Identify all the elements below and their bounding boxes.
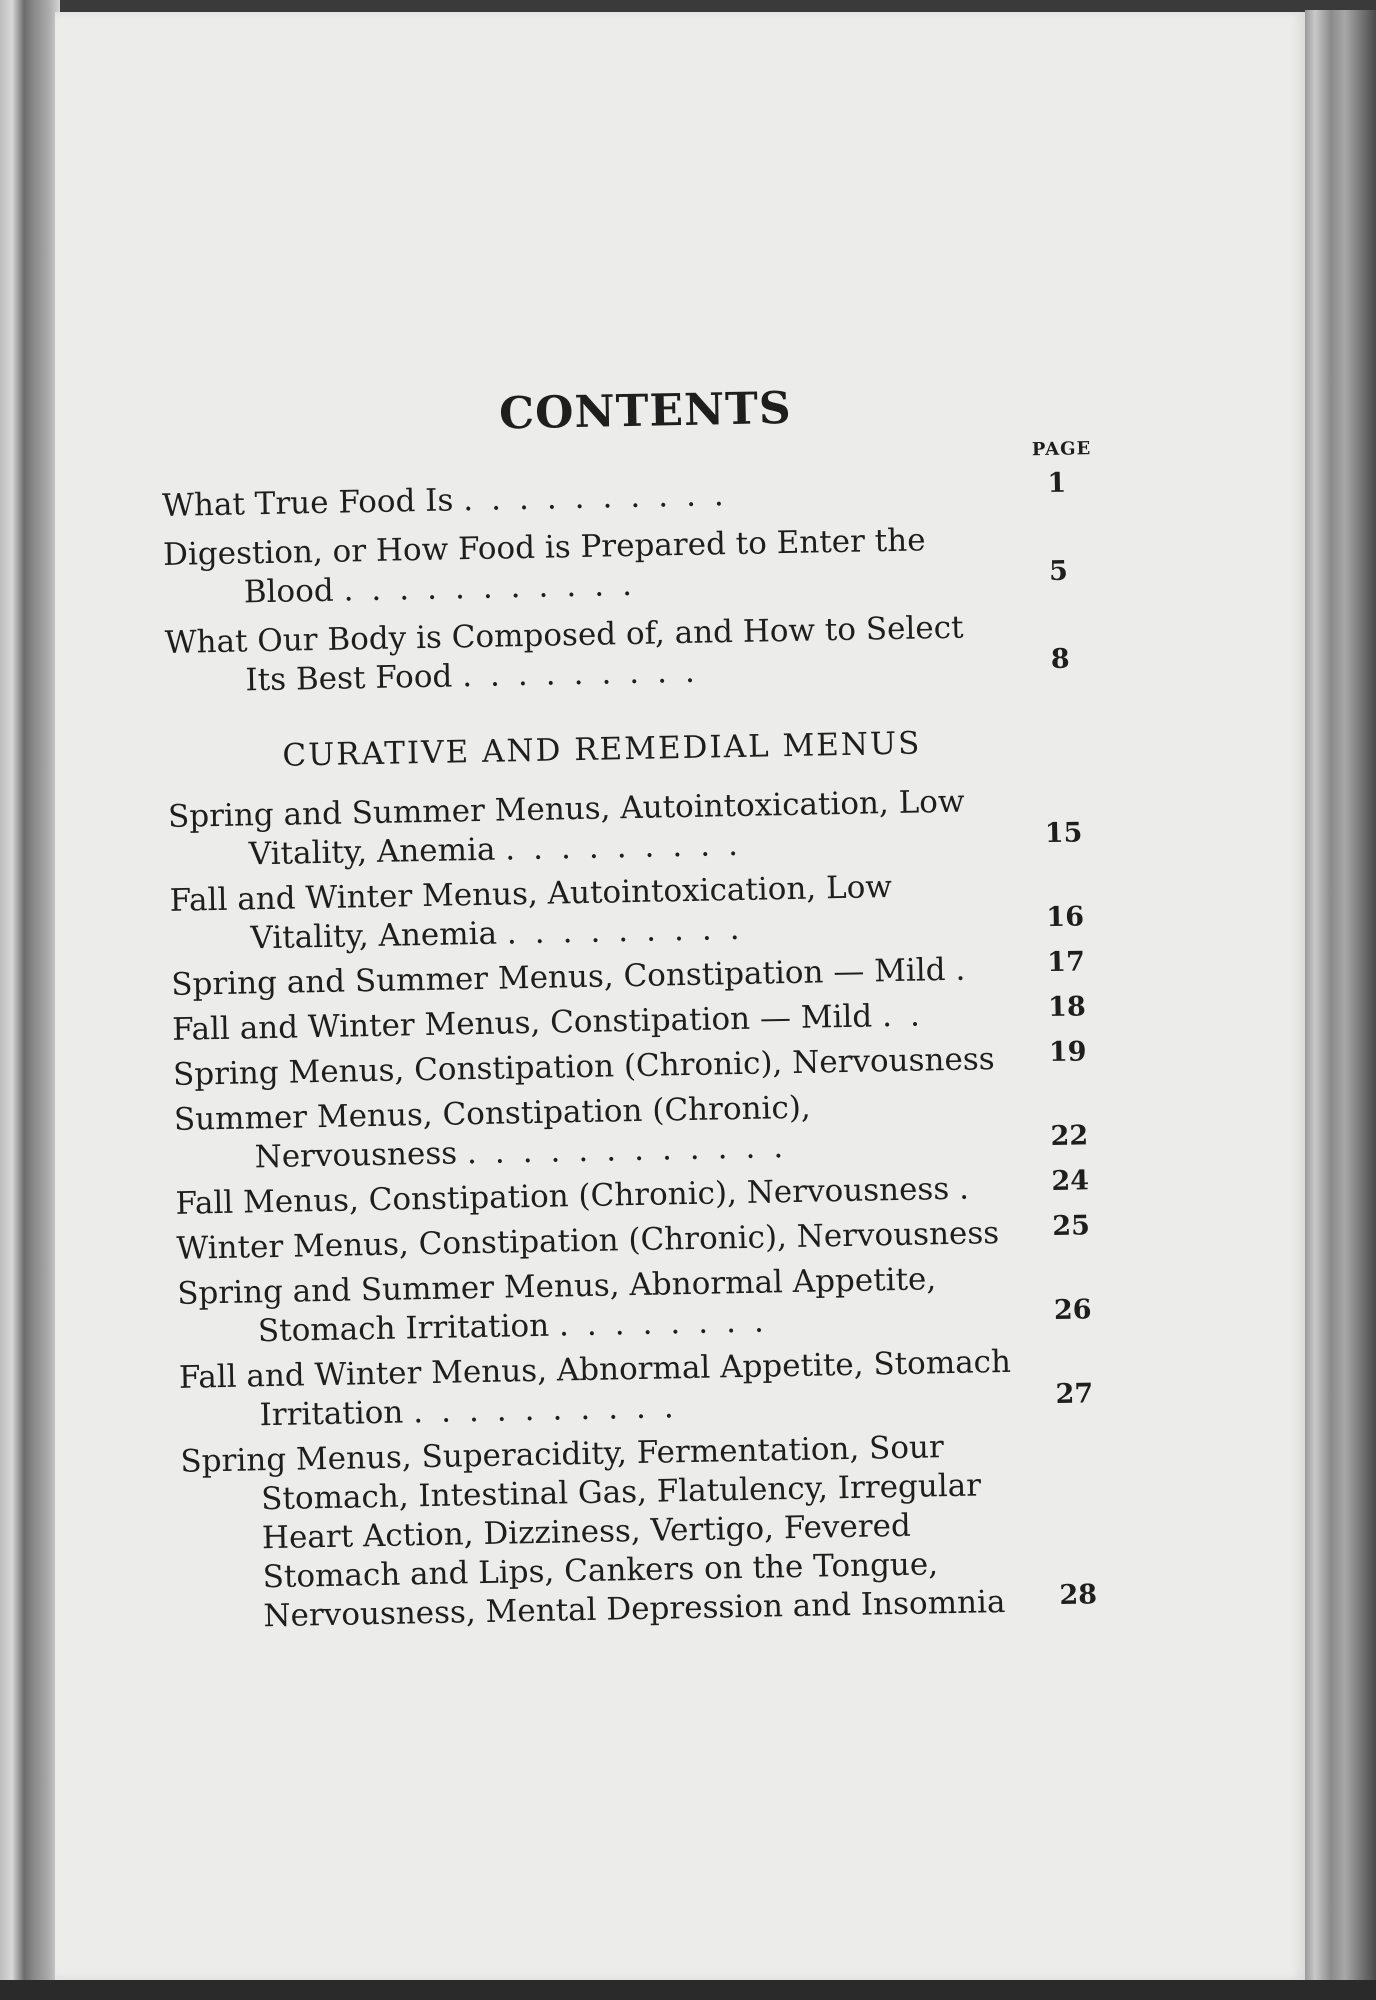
leader-dots: ......... — [506, 910, 758, 952]
toc-entry — [163, 518, 1094, 614]
leader-dots: .......... — [412, 1388, 693, 1431]
book-gutter — [0, 0, 60, 2000]
toc-entry-title: Spring Menus, Superacidity, Fermentation, Sour Stomach, Intestinal Gas, Flatulency, Irregular Heart Action, Dizziness, Vertigo, Fevered Stomach and Lips, Cankers on the Tongue, Nervousness, Mental Depression and Insomnia — [180, 1429, 1006, 1635]
menu-entries — [168, 780, 1114, 1638]
front-entries — [162, 469, 1096, 702]
toc-entry-title: Fall and Winter Menus, Constipation — Mild — [171, 998, 873, 1048]
toc-entry-page: 24 — [1051, 1165, 1090, 1198]
toc-entry-page: 16 — [1046, 901, 1085, 934]
toc-entry-title: What Our Body is Composed of, and How to Select Its Best Food — [164, 609, 964, 699]
toc-entry — [174, 1083, 1105, 1179]
toc-entry — [168, 780, 1099, 876]
toc-entry-page: 19 — [1048, 1036, 1087, 1069]
toc-entry-title: Spring and Summer Menus, Abnormal Appetite, Stomach Irritation — [176, 1261, 937, 1350]
toc-entry-title: Spring and Summer Menus, Constipation — Mild — [170, 952, 946, 1003]
leader-dots: ........ — [558, 1303, 783, 1344]
toc-entry-page: 1 — [1047, 467, 1067, 499]
toc-entry-page: 17 — [1046, 946, 1086, 979]
toc-entry-title: Fall and Winter Menus, Abnormal Appetite, Stomach Irritation — [178, 1343, 1012, 1434]
leader-dots: ......... — [461, 653, 714, 695]
leader-dots: ........... — [343, 566, 651, 609]
leader-dots: .......... — [462, 476, 743, 519]
toc-entry-page: 28 — [1059, 1579, 1098, 1611]
toc-entry-title: Spring Menus, Constipation (Chronic), Nervousness — [172, 1041, 995, 1093]
page-column-label: PAGE — [1031, 438, 1092, 461]
leader-dots: . — [958, 1170, 988, 1207]
toc-entry — [180, 1425, 1114, 1638]
toc-entry-page: 26 — [1053, 1294, 1092, 1327]
leader-dots: ............ — [466, 1128, 802, 1172]
leader-dots: .. — [881, 997, 939, 1035]
toc-entry-page: 18 — [1047, 991, 1086, 1024]
toc-entry-page: 15 — [1044, 817, 1083, 850]
toc-entry-title: Digestion, or How Food is Prepared to Enter the Blood — [162, 522, 926, 611]
table-of-contents — [160, 377, 1114, 1644]
toc-entry — [169, 864, 1100, 960]
toc-entry-title: What True Food Is — [161, 482, 454, 524]
toc-entry-title: Summer Menus, Constipation (Chronic), Nervousness — [173, 1089, 812, 1176]
page-title: CONTENTS — [498, 382, 793, 440]
toc-entry-page: 25 — [1052, 1210, 1091, 1243]
toc-entry — [179, 1341, 1110, 1437]
toc-entry-title: Fall and Winter Menus, Autointoxication, Low Vitality, Anemia — [169, 869, 893, 957]
toc-entry-title: Fall Menus, Constipation (Chronic), Nervousness — [175, 1170, 950, 1222]
leader-dots: ......... — [504, 826, 757, 868]
toc-entry — [164, 606, 1095, 702]
toc-entry-title: Spring and Summer Menus, Autointoxication, Low Vitality, Anemia — [167, 783, 965, 873]
toc-entry-page: 27 — [1055, 1378, 1094, 1410]
toc-entry — [162, 469, 1093, 526]
section-heading: CURATIVE AND REMEDIAL MENUS — [282, 725, 922, 774]
toc-entry-page: 5 — [1048, 555, 1069, 587]
toc-entry-title: Winter Menus, Constipation (Chronic), Nervousness — [176, 1215, 1000, 1267]
toc-entry-page: 22 — [1050, 1120, 1089, 1153]
toc-entry-page: 8 — [1050, 643, 1070, 675]
toc-entry — [177, 1257, 1108, 1353]
leader-dots: . — [955, 951, 984, 988]
page-edges — [1305, 10, 1376, 1990]
scan-border — [0, 1980, 1376, 2000]
